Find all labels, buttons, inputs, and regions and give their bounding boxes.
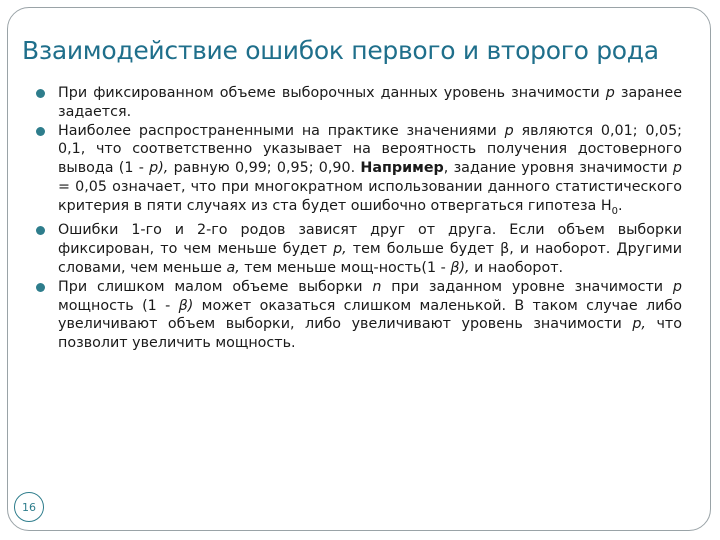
- beta-symbol: β),: [450, 260, 470, 277]
- slide-title: Взаимодействие ошибок первого и второго рода: [22, 36, 659, 65]
- p-symbol: р: [504, 122, 514, 139]
- bullet-text: тем больше будет β, и наоборот. Другими словами, чем меньше: [58, 241, 682, 277]
- bullet-text: Ошибки 1-го и 2-го родов зависят друг от друга. Если объем выборки фиксирован, то чем меньше будет: [58, 222, 682, 258]
- bullet-text: мощность (1 -: [58, 297, 179, 314]
- bullet-item: [34, 84, 682, 122]
- bullet-text: , задание уровня значимости: [443, 160, 673, 177]
- bullet-text: что позволит увеличить мощность.: [58, 316, 682, 352]
- bullet-icon: [36, 283, 45, 292]
- bullet-item: [34, 221, 682, 277]
- page-number: 16: [22, 500, 36, 514]
- p-symbol: р: [672, 278, 682, 295]
- bullet-text: может оказаться слишком маленькой. В таком случае либо увеличивают объем выборки, либо увеличивают уровень значимости: [58, 297, 682, 333]
- alpha-symbol: а,: [226, 260, 240, 277]
- bullet-text: заранее задается.: [58, 85, 682, 120]
- example-label: Например: [360, 160, 444, 177]
- p-symbol: р),: [149, 160, 169, 177]
- n-symbol: n: [372, 278, 382, 295]
- p-symbol: р: [605, 85, 615, 101]
- bullet-icon: [36, 127, 45, 136]
- bullet-icon: [36, 226, 45, 235]
- bullet-text: При фиксированном объеме выборочных данных уровень значимости: [58, 85, 606, 101]
- bullet-text: Наиболее распространенными на практике значениями: [58, 122, 505, 139]
- bullet-item: [34, 122, 682, 222]
- bullet-list: [34, 84, 682, 353]
- p-symbol: р: [672, 160, 682, 177]
- bullet-text: являются 0,01; 0,05; 0,1, что соответственно указывает на вероятность получения достоверного вывода (1 -: [58, 122, 682, 177]
- bullet-text: равную 0,99; 0,95; 0,90.: [168, 160, 361, 177]
- bullet-text: = 0,05 означает, что при многократном использовании данного статистического критерия в пяти случаях из ста будет ошибочно отвергаться гипотеза Н: [58, 178, 682, 214]
- page-number-badge: [14, 492, 44, 522]
- bullet-text: при заданном уровне значимости: [381, 278, 673, 295]
- bullet-text: тем меньше мощ-ность(1 -: [239, 260, 451, 277]
- beta-symbol: β): [178, 297, 194, 314]
- bullet-item: [34, 278, 682, 353]
- bullet-text: .: [618, 197, 623, 214]
- bullet-text: При слишком малом объеме выборки: [58, 278, 373, 295]
- p-symbol: р,: [632, 316, 646, 333]
- bullet-icon: [36, 89, 45, 98]
- hypothesis-subscript: 0: [611, 205, 618, 217]
- bullet-text: и наоборот.: [469, 260, 564, 277]
- p-symbol: р,: [333, 241, 347, 258]
